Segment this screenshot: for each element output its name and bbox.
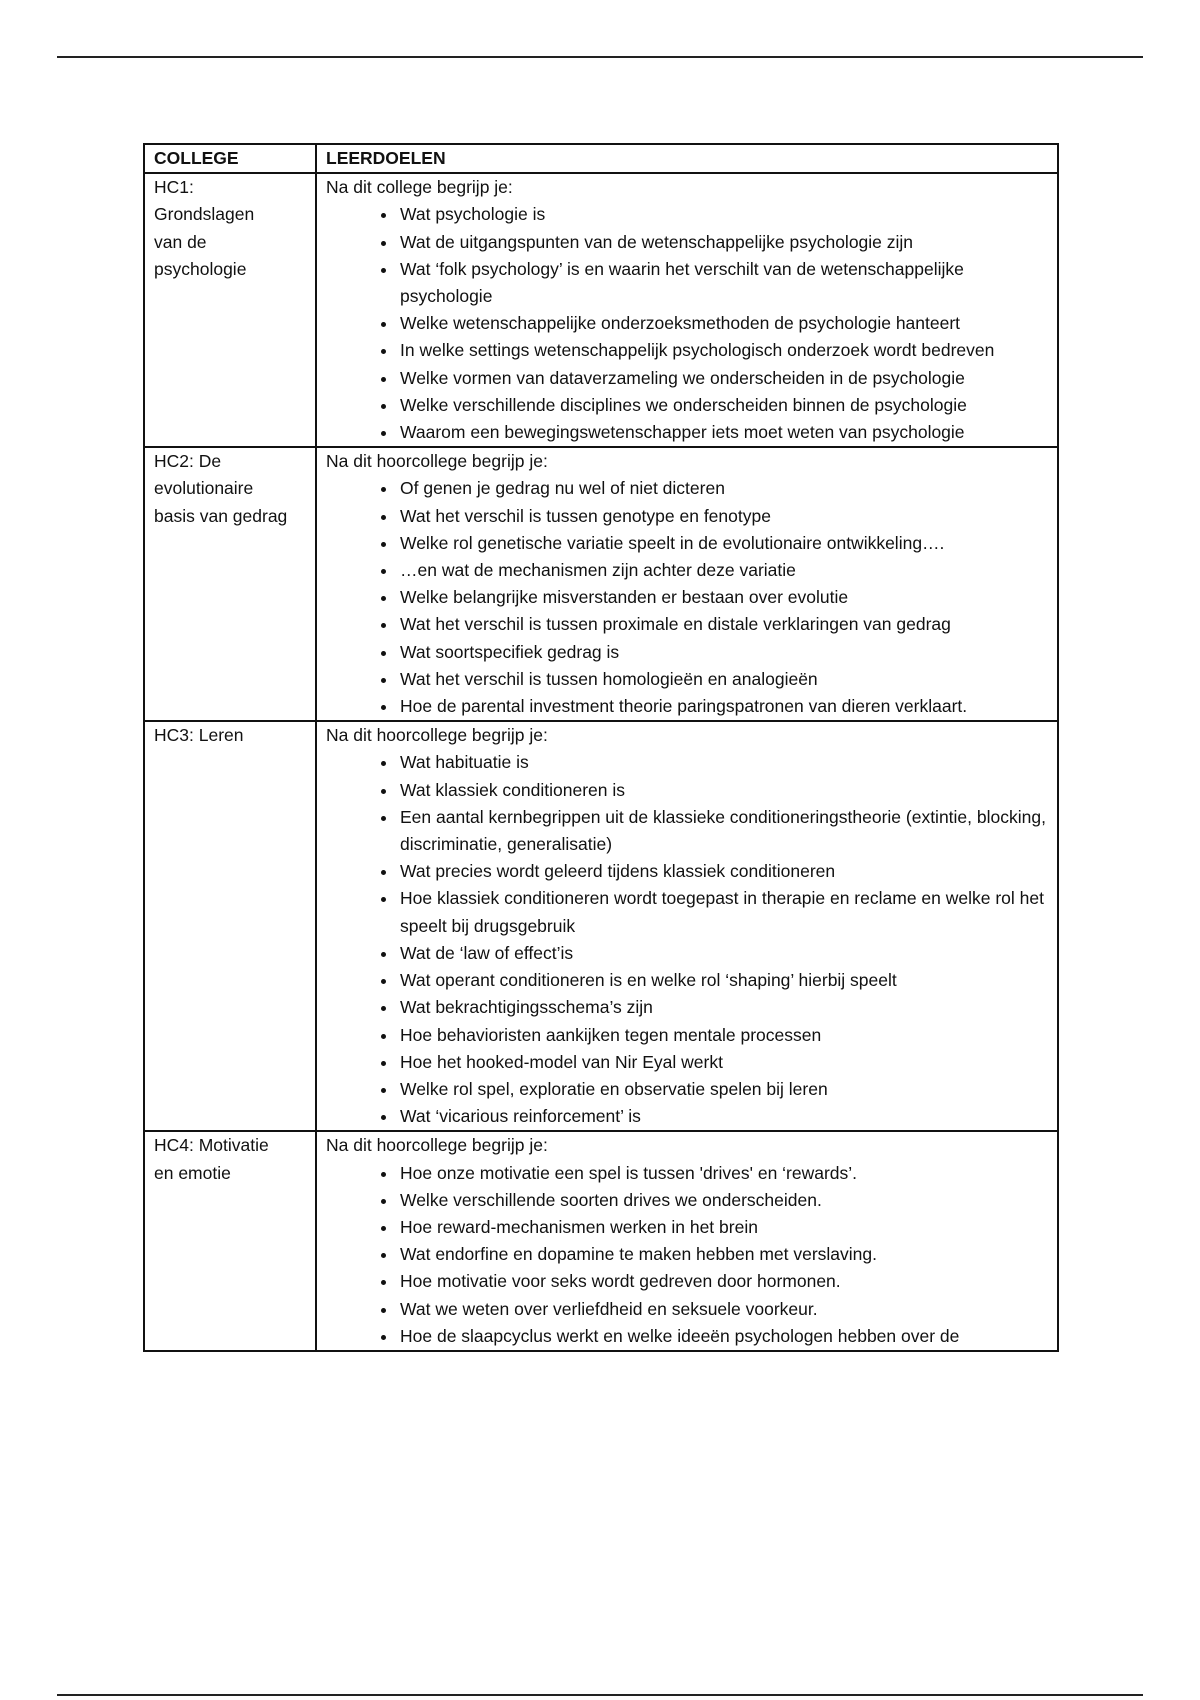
goals-list [326, 475, 1048, 720]
list-item: • Wat het verschil is tussen genotype en fenotype [398, 503, 1048, 530]
college-name: HC4: Motivatie en emotie [154, 1135, 269, 1183]
list-item: • Hoe het hooked-model van Nir Eyal werkt [398, 1049, 1048, 1076]
list-item: • In welke settings wetenschappelijk psychologisch onderzoek wordt bedreven [398, 337, 1048, 364]
list-item: • Wat ‘folk psychology’ is en waarin het verschilt van de wetenschappelijke psychologie [398, 256, 1048, 310]
list-item: • Welke wetenschappelijke onderzoeksmethoden de psychologie hanteert [398, 310, 1048, 337]
list-item: • Wat we weten over verliefdheid en seksuele voorkeur. [398, 1296, 1048, 1323]
list-item: • Wat habituatie is [398, 749, 1048, 776]
list-item: • Een aantal kernbegrippen uit de klassieke conditioneringstheorie (extintie, blocking, discriminatie, generalisatie) [398, 804, 1048, 858]
list-item: • Wat klassiek conditioneren is [398, 777, 1048, 804]
list-item: • Wat psychologie is [398, 201, 1048, 228]
goals-list [326, 201, 1048, 446]
list-item: • Welke rol genetische variatie speelt in de evolutionaire ontwikkeling…. [398, 530, 1048, 557]
table-row [144, 1131, 1058, 1351]
goals-list [326, 1160, 1048, 1350]
list-item: • Hoe klassiek conditioneren wordt toegepast in therapie en reclame en welke rol het speelt bij drugsgebruik [398, 885, 1048, 939]
list-item: • Of genen je gedrag nu wel of niet dicteren [398, 475, 1048, 502]
list-item: • Welke verschillende disciplines we onderscheiden binnen de psychologie [398, 392, 1048, 419]
list-item: • Wat precies wordt geleerd tijdens klassiek conditioneren [398, 858, 1048, 885]
list-item: • Welke verschillende soorten drives we onderscheiden. [398, 1187, 1048, 1214]
list-item: • Wat operant conditioneren is en welke rol ‘shaping’ hierbij speelt [398, 967, 1048, 994]
table-row [144, 721, 1058, 1131]
list-item: • Hoe de slaapcyclus werkt en welke ideeën psychologen hebben over de [398, 1323, 1048, 1350]
list-item: • Wat de ‘law of effect’is [398, 940, 1048, 967]
college-cell [144, 721, 316, 1131]
list-item: • Wat endorfine en dopamine te maken hebben met verslaving. [398, 1241, 1048, 1268]
list-item: • Wat het verschil is tussen homologieën en analogieën [398, 666, 1048, 693]
table-header-row [144, 144, 1058, 173]
list-item: • Welke vormen van dataverzameling we onderscheiden in de psychologie [398, 365, 1048, 392]
list-item: • Hoe behavioristen aankijken tegen mentale processen [398, 1022, 1048, 1049]
goals-cell [316, 1131, 1058, 1351]
college-name: HC3: Leren [154, 725, 244, 746]
header-rule [57, 56, 1143, 58]
goals-cell [316, 173, 1058, 447]
footer-rule [57, 1694, 1143, 1696]
table-row [144, 447, 1058, 721]
table-row [144, 173, 1058, 447]
list-item: • Wat soortspecifiek gedrag is [398, 639, 1048, 666]
list-item: • Wat ‘vicarious reinforcement’ is [398, 1103, 1048, 1130]
list-item: • Hoe onze motivatie een spel is tussen 'drives' en ‘rewards’. [398, 1160, 1048, 1187]
header-college: COLLEGE [144, 144, 316, 173]
list-item: • Wat het verschil is tussen proximale en distale verklaringen van gedrag [398, 611, 1048, 638]
list-item: • Welke rol spel, exploratie en observatie spelen bij leren [398, 1076, 1048, 1103]
list-item: • Waarom een bewegingswetenschapper iets moet weten van psychologie [398, 419, 1048, 446]
list-item: • Hoe de parental investment theorie paringspatronen van dieren verklaart. [398, 693, 1048, 720]
college-name: HC1: Grondslagen van de psychologie [154, 177, 255, 279]
college-cell [144, 173, 316, 447]
list-item: • Welke belangrijke misverstanden er bestaan over evolutie [398, 584, 1048, 611]
goals-cell [316, 721, 1058, 1131]
list-item: • Wat de uitgangspunten van de wetenschappelijke psychologie zijn [398, 229, 1048, 256]
learning-goals-table [143, 143, 1059, 1352]
goals-intro: Na dit hoorcollege begrijp je: [326, 451, 548, 472]
goals-list [326, 749, 1048, 1130]
goals-intro: Na dit college begrijp je: [326, 177, 513, 198]
list-item: • Hoe reward-mechanismen werken in het brein [398, 1214, 1048, 1241]
college-cell [144, 1131, 316, 1351]
list-item: • Hoe motivatie voor seks wordt gedreven door hormonen. [398, 1268, 1048, 1295]
list-item: • …en wat de mechanismen zijn achter deze variatie [398, 557, 1048, 584]
goals-cell [316, 447, 1058, 721]
header-leerdoelen: LEERDOELEN [316, 144, 1058, 173]
college-cell [144, 447, 316, 721]
goals-intro: Na dit hoorcollege begrijp je: [326, 1135, 548, 1156]
goals-intro: Na dit hoorcollege begrijp je: [326, 725, 548, 746]
college-name: HC2: De evolutionaire basis van gedrag [154, 451, 288, 526]
list-item: • Wat bekrachtigingsschema’s zijn [398, 994, 1048, 1021]
